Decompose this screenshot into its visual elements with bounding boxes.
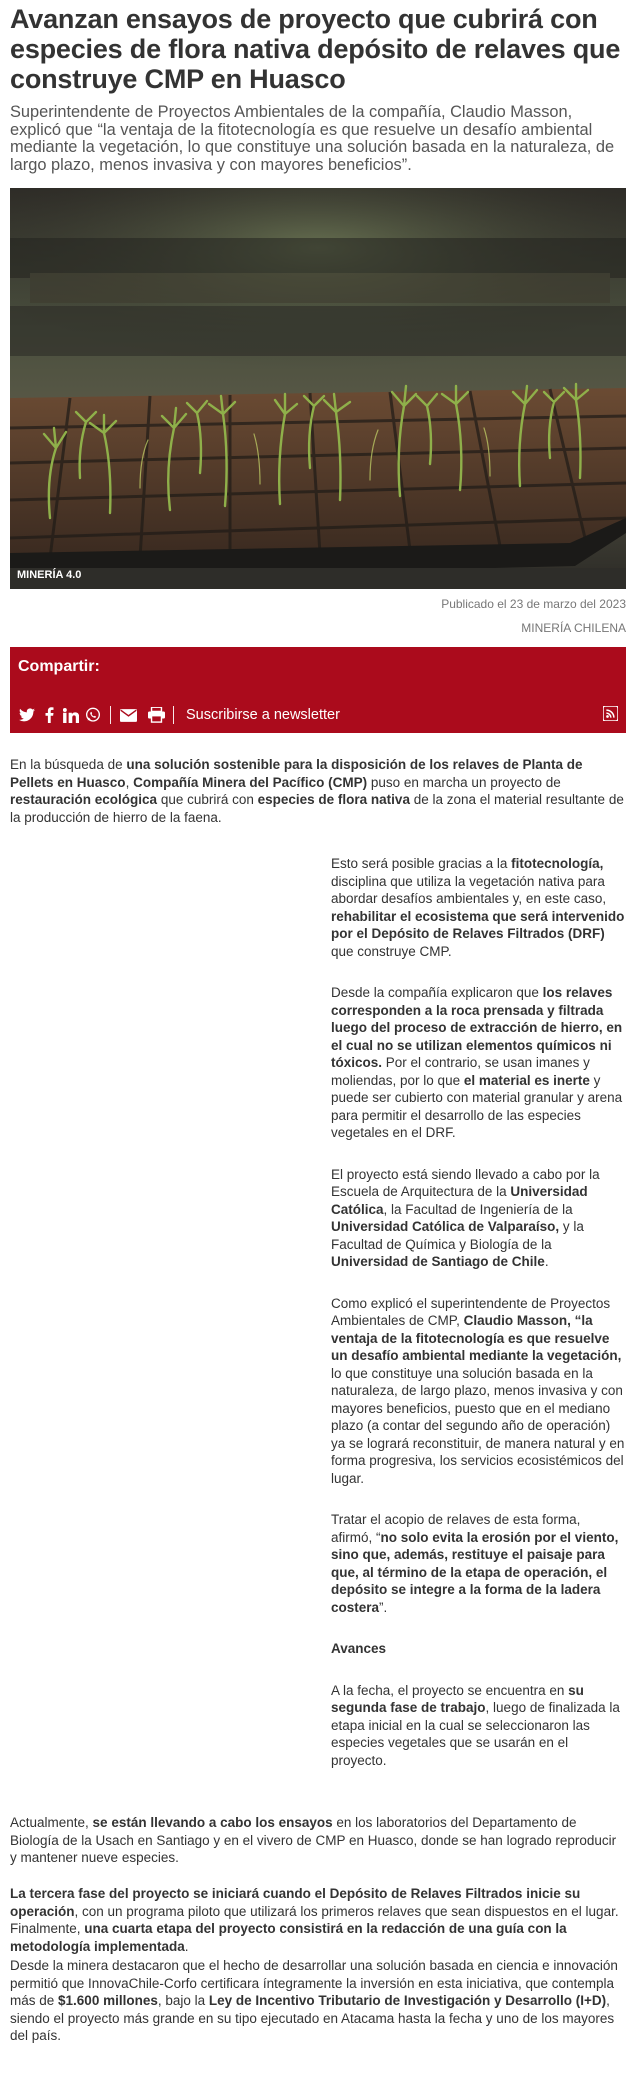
paragraph-universidades: El proyecto está siendo llevado a cabo por la Escuela de Arquitectura de la Universidad Católica, la Facultad de Ingeniería de la Universidad Católica de Valparaíso, y la Facultad de Química y Biología de la Universidad de Santiago de Chile. <box>331 1166 600 1269</box>
share-title: Compartir: <box>18 658 100 675</box>
bold-run: Universidad Católica de Valparaíso, <box>331 1219 560 1234</box>
bold-run: Universidad de Santiago de Chile <box>331 1254 545 1269</box>
publish-date: Publicado el 23 de marzo del 2023 <box>441 597 626 611</box>
bold-run: Universidad Católica <box>331 1184 588 1217</box>
paragraph-fitotecnologia: Esto será posible gracias a la fitotecnología, disciplina que utiliza la vegetación nativa para abordar desafíos ambientales y, en este caso, rehabilitar el ecosistema que será intervenido por el Depósito de Relaves Filtrados (DRF) que construye CMP. <box>331 856 625 959</box>
whatsapp-icon[interactable] <box>84 706 102 724</box>
bold-run: una solución sostenible para la disposición de los relaves de Planta de Pellets en Huasco <box>10 757 583 790</box>
bold-run: el material es inerte <box>463 1072 590 1088</box>
bold-run: restauración ecológica <box>10 792 158 808</box>
paragraph-segunda-fase: A la fecha, el proyecto se encuentra en su segunda fase de trabajo, luego de finalizada la etapa inicial en la cual se seleccionaron las especies vegetales que se usarán en el proyecto. <box>331 1682 620 1768</box>
side-column <box>331 855 625 1793</box>
paragraph-inversion: Desde la minera destacaron que el hecho de desarrollar una solución basada en ciencia e innovación permitió que InnovaChile-Corfo certificara íntegramente la inversión en esta iniciativa, que contempla más de $1.600 millones, bajo la Ley de Incentivo Tributario de Investigación y Desarrollo (I+D), siendo el proyecto más grande en su tipo ejecutado en Atacama hasta la fecha y uno de los mayores del país. <box>10 1958 618 2044</box>
bold-run: La tercera fase del proyecto se iniciará cuando el Depósito de Relaves Filtrados inicie su operación <box>10 1886 581 1919</box>
section-heading-avances <box>331 1640 625 1658</box>
bold-run: Avances <box>331 1641 387 1656</box>
bold-run: Ley de Incentivo Tributario de Investigación y Desarrollo (I+D) <box>208 1993 607 2009</box>
paragraph-erosion: Tratar el acopio de relaves de esta forma, afirmó, “no solo evita la erosión por el viento, sino que, además, restituye el paisaje para que, al término de la etapa de operación, el depósito se integre a la forma de la ladera costera”. <box>331 1512 619 1615</box>
article-source[interactable]: MINERÍA CHILENA <box>521 621 626 635</box>
bold-run: los relaves corresponden a la roca prensada y filtrada luego del proceso de extracción de hierro, en el cual no se utilizan elementos químicos ni tóxicos. <box>331 985 623 1070</box>
bold-run: se están llevando a cabo los ensayos <box>92 1815 333 1830</box>
bold-run: especies de flora nativa <box>257 792 410 808</box>
bold-run: Claudio Masson, “la ventaja de la fitotecnología es que resuelve un desafío ambiental mediante la vegetación, <box>331 1313 622 1363</box>
article <box>10 0 626 733</box>
paragraph-tercera-fase: La tercera fase del proyecto se iniciará cuando el Depósito de Relaves Filtrados inicie su operación, con un programa piloto que utilizará los primeros relaves que sean dispuestos en el lugar. Finalmente, una cuarta etapa del proyecto consistirá en la redacción de una guía con la metodología implementada. <box>10 1886 619 1954</box>
facebook-icon[interactable] <box>40 706 58 724</box>
twitter-icon[interactable] <box>18 706 36 724</box>
bold-run: su segunda fase de trabajo <box>331 1682 584 1715</box>
article-meta <box>10 597 626 636</box>
paragraph-ensayos: Actualmente, se están llevando a cabo los ensayos en los laboratorios del Departamento de Biología de la Usach en Santiago y en el vivero de CMP en Huasco, donde se han logrado reproducir y mantener nueve especies. <box>10 1815 617 1866</box>
hero-image[interactable] <box>10 188 626 589</box>
paragraph-relaves: Desde la compañía explicaron que los relaves corresponden a la roca prensada y filtrada luego del proceso de extracción de hierro, en el cual no se utilizan elementos químicos ni tóxicos. Por el contrario, se usan imanes y moliendas, por lo que el material es inerte y puede ser cubierto con material granular y arena para permitir el desarrollo de las especies vegetales en el DRF. <box>331 985 623 1140</box>
article-lead: Superintendente de Proyectos Ambientales de la compañía, Claudio Masson, explicó que “la ventaja de la fitotecnología es que resuelve un desafío ambiental mediante la vegetación, lo que constituye una solución basada en la naturaleza, de largo plazo, menos invasiva y con mayores beneficios”. <box>10 103 615 174</box>
paragraph-masson-quote: Como explicó el superintendente de Proyectos Ambientales de CMP, Claudio Masson, “la ventaja de la fitotecnología es que resuelve un desafío ambiental mediante la vegetación, lo que constituye una solución basada en la naturaleza, de largo plazo, menos invasiva y con mayores beneficios, puesto que en el mediano plazo (a contar del segundo año de operación) ya se logrará reconstituir, de manera natural y en forma progresiva, los servicios ecosistémicos del lugar. <box>331 1295 625 1486</box>
email-icon[interactable] <box>119 706 137 724</box>
bold-run: no solo evita la erosión por el viento, sino que, además, restituye el paisaje para que, al término de la etapa de operación, el depósito se integre a la forma de la ladera costera <box>331 1529 619 1615</box>
bold-run: fitotecnología, <box>511 856 604 871</box>
bold-run: una cuarta etapa del proyecto consistirá en la redacción de una guía con la metodología implementada <box>10 1921 567 1954</box>
print-icon[interactable] <box>147 706 165 724</box>
seedling-tray-photo <box>10 188 626 589</box>
share-divider-2 <box>173 706 174 724</box>
article-title: Avanzan ensayos de proyecto que cubrirá con especies de flora nativa depósito de relaves que construye CMP en Huasco <box>10 4 621 94</box>
bold-run: rehabilitar el ecosistema que será intervenido por el Depósito de Relaves Filtrados (DRF) <box>331 908 625 941</box>
share-icons <box>18 706 340 724</box>
linkedin-icon[interactable] <box>62 706 80 724</box>
rss-icon[interactable] <box>603 706 618 726</box>
bold-run: Compañía Minera del Pacífico (CMP) <box>133 774 368 790</box>
newsletter-link[interactable]: Suscribirse a newsletter <box>186 707 340 723</box>
share-bar <box>10 647 626 733</box>
share-divider <box>110 706 111 724</box>
paragraph-intro: En la búsqueda de una solución sostenible para la disposición de los relaves de Planta de Pellets en Huasco, Compañía Minera del Pacífico (CMP) puso en marcha un proyecto de restauración ecológica que cubrirá con especies de flora nativa de la zona el material resultante de la producción de hierro de la faena. <box>10 757 624 825</box>
image-category-tag[interactable]: MINERÍA 4.0 <box>17 569 82 581</box>
bold-run: $1.600 millones <box>58 1993 158 2009</box>
